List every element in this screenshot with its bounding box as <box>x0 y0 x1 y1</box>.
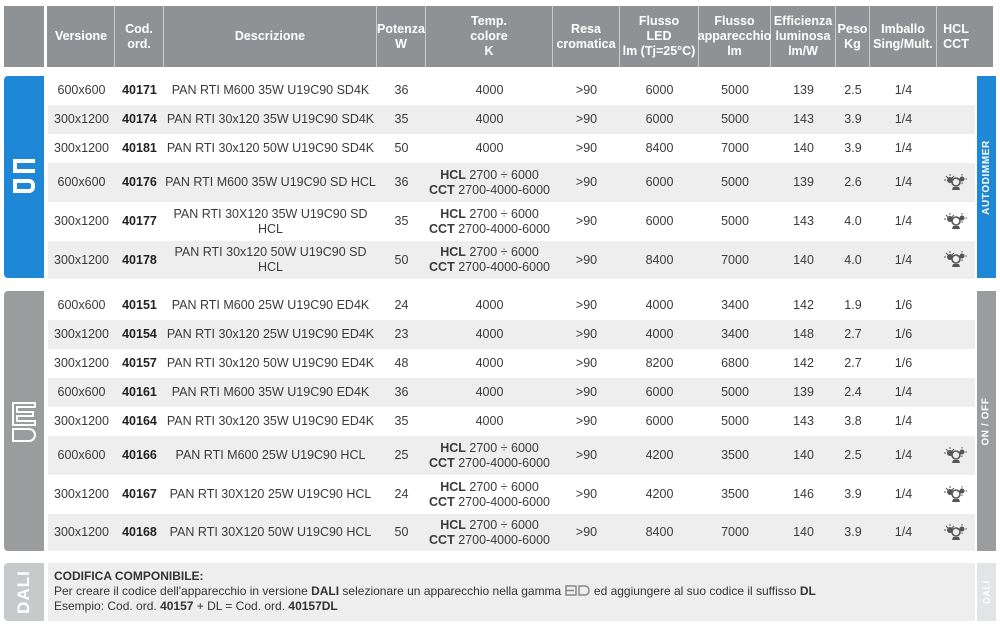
cell-fled: 6000 <box>645 385 674 399</box>
cell-kg: 3.9 <box>844 487 862 501</box>
cell-imb: 1/4 <box>894 448 913 462</box>
cell-imb: 1/4 <box>894 385 913 399</box>
cell-w: 35 <box>394 214 409 228</box>
table-row <box>48 76 975 105</box>
cell-fled: 6000 <box>645 214 674 228</box>
cell-ver: 300x1200 <box>54 327 109 341</box>
cell-fled: 4000 <box>645 327 674 341</box>
cell-fled: 4200 <box>645 448 674 462</box>
header-col-6: Flusso LED lm (Tj=25°C) <box>620 6 699 67</box>
hcl-cct-icon <box>944 174 968 192</box>
cell-desc: PAN RTI 30x120 25W U19C90 ED4K <box>166 327 375 341</box>
cell-desc: PAN RTI 30x120 50W U19C90 SD HCL <box>174 245 367 274</box>
cell-fapp: 5000 <box>721 83 749 97</box>
cell-hcl <box>937 436 975 475</box>
cell-temp: 4000 <box>475 83 504 97</box>
cell-eff: 142 <box>793 298 814 312</box>
sd-side-label: AUTODIMMER <box>981 139 993 215</box>
cell-ver: 300x1200 <box>54 487 109 501</box>
header-col-3: Potenza W <box>377 6 426 67</box>
cell-fled: 6000 <box>645 83 674 97</box>
sd-logo <box>9 155 39 199</box>
cell-ra: >90 <box>575 327 598 341</box>
cell-eff: 140 <box>793 448 814 462</box>
cell-temp: HCL 2700 ÷ 6000 CCT 2700-4000-6000 <box>429 167 550 197</box>
table-header <box>0 6 1000 67</box>
cell-eff: 140 <box>793 141 814 155</box>
cell-imb: 1/4 <box>894 252 913 267</box>
cell-cod: 40154 <box>122 327 157 341</box>
cell-kg: 2.5 <box>844 83 862 97</box>
cell-cod: 40151 <box>122 298 157 312</box>
table-row <box>48 475 975 514</box>
cell-w: 36 <box>394 175 409 189</box>
header-col-2: Descrizione <box>164 6 377 67</box>
cell-w: 50 <box>394 252 409 267</box>
table-row <box>48 349 975 378</box>
cell-hcl <box>937 202 975 241</box>
cell-eff: 139 <box>793 83 814 97</box>
sd-side-label-bar <box>977 76 996 278</box>
cell-ra: >90 <box>575 525 598 539</box>
table-row <box>48 134 975 163</box>
cell-desc: PAN RTI M600 35W U19C90 SD4K <box>171 83 370 97</box>
table-row <box>48 436 975 475</box>
cell-ra: >90 <box>575 298 598 312</box>
cell-cod: 40161 <box>122 385 157 399</box>
cell-hcl <box>937 291 975 320</box>
cell-fapp: 6800 <box>721 356 749 370</box>
cell-w: 36 <box>394 83 409 97</box>
cell-kg: 2.7 <box>844 327 862 341</box>
cell-fled: 4000 <box>645 298 674 312</box>
cell-fled: 6000 <box>645 414 674 428</box>
cell-fled: 6000 <box>645 112 674 126</box>
cell-eff: 143 <box>793 214 814 228</box>
cell-fapp: 3400 <box>721 327 749 341</box>
cell-kg: 2.4 <box>844 385 862 399</box>
cell-w: 24 <box>394 298 409 312</box>
cell-fapp: 3500 <box>721 448 749 462</box>
cell-imb: 1/4 <box>894 175 913 189</box>
hcl-cct-icon <box>944 524 968 542</box>
ed-side-label: ON / OFF <box>981 396 993 446</box>
cell-kg: 2.6 <box>844 175 862 189</box>
cell-hcl <box>937 105 975 134</box>
cell-imb: 1/4 <box>894 141 913 155</box>
cell-imb: 1/6 <box>894 327 913 341</box>
cell-desc: PAN RTI M600 25W U19C90 ED4K <box>171 298 370 312</box>
cell-cod: 40176 <box>122 175 157 189</box>
cell-fled: 8400 <box>645 252 674 267</box>
footer-line-2: Esempio: Cod. ord. 40157 + DL = Cod. ord. 40157DL <box>54 599 338 613</box>
cell-hcl <box>937 134 975 163</box>
cell-kg: 1.9 <box>844 298 862 312</box>
header-col-8: Efficienza luminosa lm/W <box>771 6 836 67</box>
cell-kg: 4.0 <box>844 252 862 267</box>
cell-w: 50 <box>394 525 409 539</box>
cell-ver: 300x1200 <box>54 112 109 126</box>
cell-imb: 1/4 <box>894 487 913 501</box>
cell-ver: 300x1200 <box>54 414 109 428</box>
footer-title: CODIFICA COMPONIBILE: <box>54 569 204 583</box>
cell-desc: PAN RTI 30X120 35W U19C90 SD HCL <box>173 206 368 236</box>
cell-eff: 142 <box>793 356 814 370</box>
cell-cod: 40166 <box>122 448 157 462</box>
cell-ra: >90 <box>575 448 598 462</box>
cell-desc: PAN RTI M600 35W U19C90 ED4K <box>171 385 370 399</box>
ed-logo <box>9 399 39 443</box>
cell-ra: >90 <box>575 414 598 428</box>
cell-desc: PAN RTI M600 35W U19C90 SD HCL <box>165 175 376 189</box>
cell-fapp: 3400 <box>721 298 749 312</box>
sd-section-panel <box>4 76 44 278</box>
cell-imb: 1/4 <box>894 214 913 228</box>
cell-cod: 40164 <box>122 414 157 428</box>
header-col-0: Versione <box>48 6 115 67</box>
cell-ra: >90 <box>575 83 598 97</box>
cell-temp: 4000 <box>475 112 504 126</box>
header-col-4: Temp. colore K <box>426 6 553 67</box>
cell-imb: 1/4 <box>894 414 913 428</box>
cell-fled: 6000 <box>645 175 674 189</box>
cell-eff: 140 <box>793 525 814 539</box>
header-col-11: HCL CCT <box>943 21 969 51</box>
table-row <box>48 202 975 241</box>
cell-eff: 143 <box>793 414 814 428</box>
cell-w: 24 <box>394 487 409 501</box>
cell-eff: 146 <box>793 487 814 501</box>
cell-fapp: 7000 <box>721 141 749 155</box>
cell-eff: 139 <box>793 385 814 399</box>
cell-imb: 1/4 <box>894 525 913 539</box>
cell-imb: 1/4 <box>894 112 913 126</box>
header-left-block <box>4 6 47 67</box>
cell-ver: 300x1200 <box>54 214 109 228</box>
cell-hcl <box>937 349 975 378</box>
cell-desc: PAN RTI 30x120 35W U19C90 ED4K <box>166 414 375 428</box>
cell-ver: 600x600 <box>57 298 106 312</box>
cell-cod: 40168 <box>122 525 157 539</box>
dali-side-label: DALI <box>981 580 992 604</box>
cell-fled: 8400 <box>645 141 674 155</box>
cell-fled: 8200 <box>645 356 674 370</box>
cell-eff: 143 <box>793 112 814 126</box>
dali-logo: DALI <box>14 570 34 614</box>
cell-ra: >90 <box>575 252 598 267</box>
ed-inline-logo <box>565 585 591 596</box>
cell-desc: PAN RTI 30x120 35W U19C90 SD4K <box>166 112 375 126</box>
header-col-1: Cod. ord. <box>115 6 164 67</box>
hcl-cct-icon <box>944 447 968 465</box>
cell-w: 36 <box>394 385 409 399</box>
table-row <box>48 291 975 320</box>
cell-fapp: 5000 <box>721 112 749 126</box>
table-row <box>48 105 975 134</box>
cell-ra: >90 <box>575 175 598 189</box>
cell-eff: 139 <box>793 175 814 189</box>
cell-fapp: 5000 <box>721 175 749 189</box>
hcl-cct-icon <box>944 213 968 231</box>
cell-desc: PAN RTI 30x120 50W U19C90 SD4K <box>166 141 375 155</box>
cell-hcl <box>937 163 975 202</box>
ed-side-label-bar <box>977 291 996 551</box>
cell-ver: 300x1200 <box>54 525 109 539</box>
cell-hcl <box>937 514 975 551</box>
hcl-cct-icon <box>944 486 968 504</box>
cell-kg: 4.0 <box>844 214 862 228</box>
cell-cod: 40171 <box>122 83 157 97</box>
footer-note <box>48 563 975 621</box>
cell-temp: 4000 <box>475 141 504 155</box>
cell-kg: 3.9 <box>844 112 862 126</box>
cell-desc: PAN RTI 30x120 50W U19C90 ED4K <box>166 356 375 370</box>
cell-cod: 40178 <box>122 252 157 267</box>
hcl-cct-icon <box>944 251 968 269</box>
cell-eff: 140 <box>793 252 814 267</box>
dali-side-label-bar <box>977 563 996 621</box>
table-row <box>48 514 975 551</box>
header-col-7: Flusso apparecchio lm <box>699 6 771 67</box>
footer-line-1: Per creare il codice dell'apparecchio in versione DALI selezionare un apparecchio nella gamma ed aggiungere al suo codice il suffisso DL <box>54 584 816 598</box>
cell-ver: 300x1200 <box>54 141 109 155</box>
cell-fapp: 5000 <box>721 385 749 399</box>
header-col-5: Resa cromatica <box>553 6 620 67</box>
cell-temp: 4000 <box>475 414 504 428</box>
cell-temp: HCL 2700 ÷ 6000 CCT 2700-4000-6000 <box>429 440 550 470</box>
cell-w: 48 <box>394 356 409 370</box>
cell-temp: HCL 2700 ÷ 6000 CCT 2700-4000-6000 <box>429 206 550 236</box>
cell-hcl <box>937 475 975 514</box>
cell-cod: 40181 <box>122 141 157 155</box>
cell-fapp: 5000 <box>721 414 749 428</box>
header-col-10: Imballo Sing/Mult. <box>870 6 937 67</box>
cell-fled: 4200 <box>645 487 674 501</box>
cell-hcl <box>937 241 975 279</box>
cell-kg: 2.7 <box>844 356 862 370</box>
cell-ra: >90 <box>575 112 598 126</box>
cell-hcl <box>937 407 975 436</box>
table-row <box>48 378 975 407</box>
table-row <box>48 407 975 436</box>
cell-hcl <box>937 378 975 407</box>
cell-imb: 1/4 <box>894 83 913 97</box>
cell-fapp: 7000 <box>721 525 749 539</box>
cell-cod: 40177 <box>122 214 157 228</box>
dali-section-panel <box>4 563 44 621</box>
cell-hcl <box>937 320 975 349</box>
cell-kg: 3.9 <box>844 525 862 539</box>
cell-w: 23 <box>394 327 409 341</box>
cell-ver: 300x1200 <box>54 356 109 370</box>
table-row <box>48 241 975 279</box>
cell-ra: >90 <box>575 141 598 155</box>
cell-fapp: 3500 <box>721 487 749 501</box>
cell-temp: HCL 2700 ÷ 6000 CCT 2700-4000-6000 <box>429 245 550 274</box>
cell-temp: 4000 <box>475 327 504 341</box>
cell-desc: PAN RTI M600 25W U19C90 HCL <box>175 448 366 462</box>
cell-cod: 40174 <box>122 112 157 126</box>
table-row <box>48 163 975 202</box>
cell-temp: 4000 <box>475 356 504 370</box>
ed-section-panel <box>4 291 44 551</box>
cell-ver: 600x600 <box>57 385 106 399</box>
cell-imb: 1/6 <box>894 356 913 370</box>
cell-temp: 4000 <box>475 298 504 312</box>
cell-fled: 8400 <box>645 525 674 539</box>
cell-ver: 300x1200 <box>54 252 109 267</box>
cell-ver: 600x600 <box>57 83 106 97</box>
cell-ver: 600x600 <box>57 175 106 189</box>
cell-desc: PAN RTI 30X120 25W U19C90 HCL <box>169 487 372 501</box>
cell-kg: 3.9 <box>844 141 862 155</box>
cell-ra: >90 <box>575 356 598 370</box>
cell-w: 35 <box>394 112 409 126</box>
cell-fapp: 7000 <box>721 252 749 267</box>
cell-kg: 3.8 <box>844 414 862 428</box>
cell-cod: 40157 <box>122 356 157 370</box>
cell-cod: 40167 <box>122 487 157 501</box>
cell-w: 25 <box>394 448 409 462</box>
cell-ra: >90 <box>575 487 598 501</box>
cell-fapp: 5000 <box>721 214 749 228</box>
cell-temp: HCL 2700 ÷ 6000 CCT 2700-4000-6000 <box>429 479 550 509</box>
cell-temp: HCL 2700 ÷ 6000 CCT 2700-4000-6000 <box>429 517 550 547</box>
cell-ra: >90 <box>575 385 598 399</box>
cell-ra: >90 <box>575 214 598 228</box>
cell-imb: 1/6 <box>894 298 913 312</box>
cell-desc: PAN RTI 30X120 50W U19C90 HCL <box>169 525 372 539</box>
cell-w: 35 <box>394 414 409 428</box>
table-row <box>48 320 975 349</box>
cell-hcl <box>937 76 975 105</box>
cell-kg: 2.5 <box>844 448 862 462</box>
cell-w: 50 <box>394 141 409 155</box>
cell-ver: 600x600 <box>57 448 106 462</box>
cell-temp: 4000 <box>475 385 504 399</box>
header-col-9: Peso Kg <box>836 6 870 67</box>
cell-eff: 148 <box>793 327 814 341</box>
